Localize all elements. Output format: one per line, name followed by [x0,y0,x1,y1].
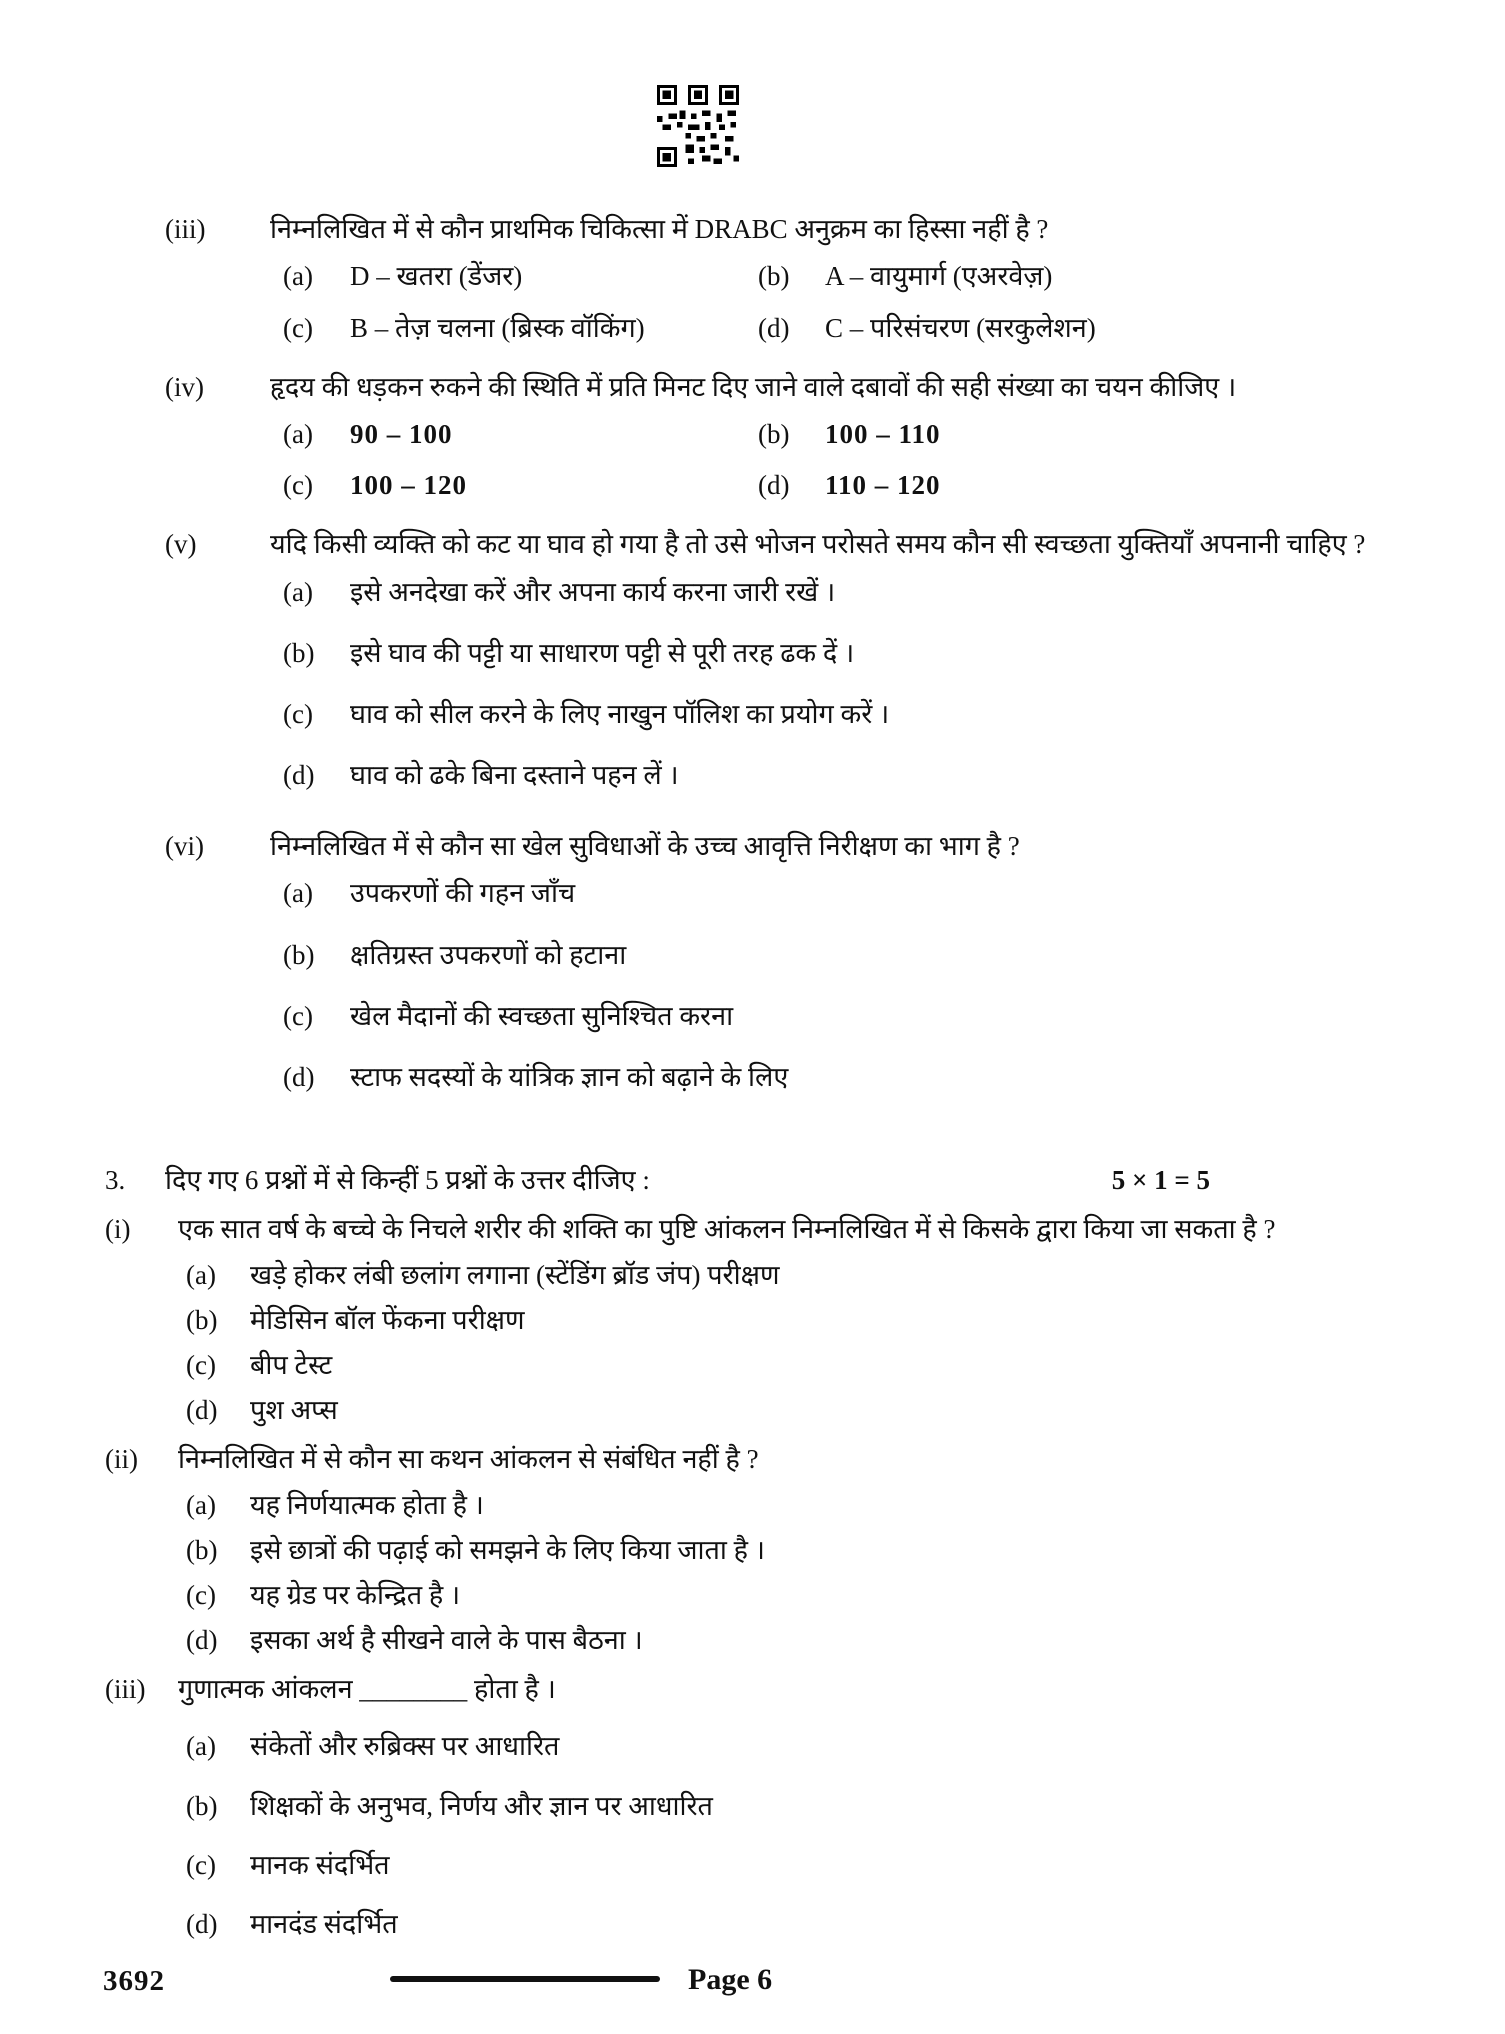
option-text: खेल मैदानों की स्वच्छता सुनिश्चित करना [350,1000,734,1031]
option-label: (d) [758,470,790,501]
option-text: D – खतरा (डेंजर) [350,261,523,292]
option-label: (a) [283,261,313,292]
option-label: (c) [283,312,313,343]
question-iii [165,208,1395,356]
option-label: (d) [186,1625,218,1656]
option-label: (a) [186,1489,216,1520]
option-b [283,632,1395,675]
option-label: (d) [283,1062,315,1092]
option-b [283,934,1395,977]
paper-code: 3692 [103,1965,165,1997]
option-text: पुश अप्स [250,1395,338,1426]
question-text: निम्नलिखित में से कौन सा खेल सुविधाओं के उच्च आवृत्ति निरीक्षण का भाग है ? [270,831,1020,862]
option-c [283,995,1395,1038]
option-b [758,413,1395,456]
question-number: 3. [105,1165,126,1196]
qr-code [657,85,739,167]
option-label: (b) [186,1304,218,1335]
question-3-ii [105,1438,1395,1664]
section-2-questions [0,208,1395,1117]
page-number: Page 6 [688,1963,773,1996]
option-b [186,1529,1395,1572]
option-label: (b) [186,1790,218,1821]
option-text: मानदंड संदर्भित [250,1909,398,1939]
question-number: (vi) [165,831,204,862]
option-label: (c) [283,1000,313,1031]
option-d [186,1389,1395,1432]
question-3-iii [105,1668,1395,1962]
question-3 [0,1159,1395,1962]
option-text: स्टाफ सदस्यों के यांत्रिक ज्ञान को बढ़ाने के लिए [350,1062,789,1092]
question-text: यदि किसी व्यक्ति को कट या घाव हो गया है तो उसे भोजन परोसते समय कौन सी स्वच्छता युक्तियाँ अपनानी चाहिए ? [270,529,1366,560]
question-v [165,523,1395,815]
question-3-i [105,1208,1395,1434]
option-label: (b) [758,418,790,449]
option-text: इसका अर्थ है सीखने वाले के पास बैठना । [250,1625,643,1656]
option-label: (a) [186,1731,216,1762]
option-text: मेडिसिन बॉल फेंकना परीक्षण [250,1304,525,1335]
question-vi [165,825,1395,1117]
question-number: (iii) [165,214,206,245]
option-c [186,1344,1395,1387]
marks-label: 5 × 1 = 5 [1111,1165,1210,1196]
option-text: B – तेज़ चलना (ब्रिस्क वॉकिंग) [350,312,645,343]
option-label: (a) [283,418,313,449]
option-text: संकेतों और रुब्रिक्स पर आधारित [250,1731,560,1762]
option-a [186,1484,1395,1527]
question-number: (iv) [165,371,204,402]
question-number: (ii) [105,1444,138,1475]
option-label: (c) [186,1849,216,1880]
option-text: 100 – 110 [825,418,941,449]
option-c [283,464,758,507]
option-a [283,872,1395,915]
option-c [283,693,1395,736]
option-c [186,1574,1395,1617]
option-d [758,464,1395,507]
question-text: निम्नलिखित में से कौन सा कथन आंकलन से संबंधित नहीं है ? [178,1444,759,1475]
option-text: 100 – 120 [350,470,467,501]
question-number: (iii) [105,1674,146,1705]
option-label: (d) [186,1395,218,1426]
option-text: इसे छात्रों की पढ़ाई को समझने के लिए किया जाता है । [250,1534,765,1565]
question-text: दिए गए 6 प्रश्नों में से किन्हीं 5 प्रश्नों के उत्तर दीजिए : [165,1165,650,1196]
page-footer [0,1952,1505,2012]
question-number: (v) [165,529,197,560]
question-text: हृदय की धड़कन रुकने की स्थिति में प्रति मिनट दिए जाने वाले दबावों की सही संख्या का चयन कीजिए । [270,371,1237,402]
option-text: A – वायुमार्ग (एअरवेज़) [825,261,1053,292]
option-label: (d) [186,1909,218,1939]
footer-divider [390,1976,660,1982]
option-label: (b) [186,1534,218,1565]
option-b [186,1299,1395,1342]
option-text: मानक संदर्भित [250,1849,390,1880]
option-label: (c) [186,1579,216,1610]
option-label: (a) [283,576,313,607]
option-text: यह निर्णयात्मक होता है । [250,1489,484,1520]
option-label: (a) [186,1259,216,1290]
option-label: (d) [283,760,315,791]
option-label: (c) [283,698,313,729]
option-text: इसे घाव की पट्टी या साधारण पट्टी से पूरी तरह ढक दें । [350,637,855,668]
option-text: घाव को ढके बिना दस्ताने पहन लें । [350,760,679,791]
question-iv [165,366,1395,514]
question-number: (i) [105,1214,131,1245]
option-c [186,1844,1395,1887]
option-d [758,307,1395,350]
option-text: यह ग्रेड पर केन्द्रित है । [250,1579,461,1610]
option-text: शिक्षकों के अनुभव, निर्णय और ज्ञान पर आधारित [250,1790,713,1821]
option-d [186,1619,1395,1662]
option-text: 110 – 120 [825,470,941,501]
option-text: 90 – 100 [350,418,453,449]
option-text: क्षतिग्रस्त उपकरणों को हटाना [350,939,627,970]
option-label: (b) [283,637,315,668]
option-a [186,1254,1395,1297]
option-a [186,1725,1395,1768]
question-text: एक सात वर्ष के बच्चे के निचले शरीर की शक्ति का पुष्टि आंकलन निम्नलिखित में से किसके द्वारा किया जा सकता है ? [178,1214,1276,1245]
option-label: (c) [186,1349,216,1380]
question-3-header [105,1159,1395,1202]
option-label: (b) [758,261,790,292]
option-d [283,1056,1395,1099]
option-text: घाव को सील करने के लिए नाखुन पॉलिश का प्रयोग करें । [350,698,890,729]
option-b [758,255,1395,298]
option-d [186,1903,1395,1946]
option-text: बीप टेस्ट [250,1349,333,1380]
option-b [186,1785,1395,1828]
option-d [283,754,1395,797]
question-text: निम्नलिखित में से कौन प्राथमिक चिकित्सा में DRABC अनुक्रम का हिस्सा नहीं है ? [270,214,1049,245]
option-label: (c) [283,470,313,501]
qr-code-container [0,85,1395,180]
option-text: C – परिसंचरण (सरकुलेशन) [825,312,1096,343]
option-text: उपकरणों की गहन जाँच [350,878,576,909]
option-text: इसे अनदेखा करें और अपना कार्य करना जारी रखें । [350,576,836,607]
option-a [283,255,758,298]
option-text: खड़े होकर लंबी छलांग लगाना (स्टेंडिंग ब्रॉड जंप) परीक्षण [250,1259,780,1290]
option-a [283,571,1395,614]
option-label: (d) [758,312,790,343]
option-label: (b) [283,939,315,970]
option-c [283,307,758,350]
option-a [283,413,758,456]
question-text: गुणात्मक आंकलन ________ होता है । [178,1674,556,1705]
option-label: (a) [283,878,313,909]
